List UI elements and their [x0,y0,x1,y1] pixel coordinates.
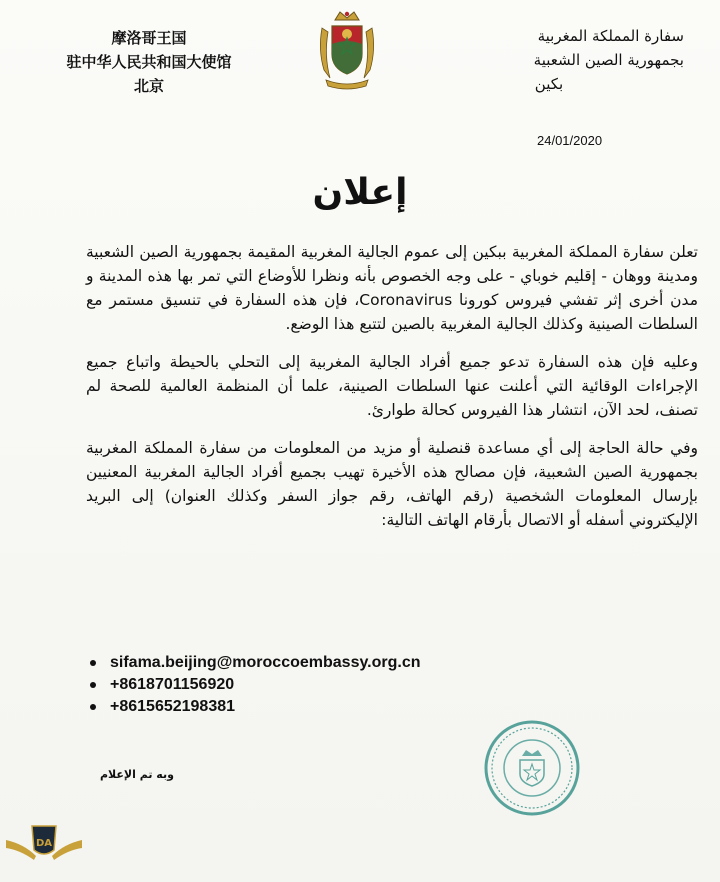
bullet-icon [90,682,96,688]
chinese-header-line-3: 北京 [133,77,164,95]
contact-phone-2[interactable] [90,696,421,718]
paragraph-1: تعلن سفارة المملكة المغربية ببكين إلى عموم الجالية المغربية المقيمة بجمهورية الصين الشعبية ومدينة ووهان - إقليم خوباي - على وجه الخصوص بأنه ونظرا للأوضاع التي تمر بها هذه المدينة و مدن أخرى إثر تفشي فيروس كورونا Coronavirus، فإن هذه السفارة في تنسيق مستمر مع السلطات الصينية وكذلك الجالية المغربية بالصين لتتبع هذا الوضع. [86,243,698,333]
arab-defense-forum-logo [4,816,84,880]
phone-text[interactable]: +8618701156920 [110,676,235,693]
chinese-header-line-2: 驻中华人民共和国大使馆 [66,53,232,71]
announcement-title: إعلان [312,172,408,213]
paragraph-3: وفي حالة الحاجة إلى أي مساعدة قنصلية أو مزيد من المعلومات من سفارة المملكة المغربية بجمهورية الصين الشعبية، فإن مصالح هذه الأخيرة تهيب بجميع أفراد الجالية المغربية المعنيين بإرسال المعلومات الشخصية (رقم الهاتف، رقم جواز السفر وكذلك العنوان) إلى البريد الإليكتروني أسفله أو الاتصال بأرقام الهاتف التالية: [86,439,698,529]
chinese-letterhead [34,26,264,98]
moroccan-coat-of-arms-icon [314,8,380,94]
arabic-header-line-1: سفارة المملكة المغربية [537,27,684,45]
chinese-header-line-1: 摩洛哥王国 [111,29,187,47]
svg-text:DA: DA [35,838,53,849]
paragraph-2: وعليه فإن هذه السفارة تدعو جميع أفراد الجالية المغربية إلى التحلي بالحيطة واتباع جميع الإجراءات الوقائية التي أعلنت عنها السلطات الصينية، علما أن المنظمة العالمية للصحة لم تصنف، لحد الآن، انتشار هذا الفيروس كحالة طوارئ. [86,353,698,419]
arabic-letterhead [454,24,684,96]
embassy-stamp-icon [482,718,582,818]
announcement-body [86,240,698,546]
contact-list [90,652,421,718]
bullet-icon [90,660,96,666]
document-date: 24/01/2020 [537,133,603,148]
arabic-header-line-3: بكين [534,75,564,93]
closing-line: وبه تم الإعلام [100,768,174,781]
arabic-header-line-2: بجمهورية الصين الشعبية [533,51,684,69]
phone-text[interactable]: +8615652198381 [110,698,236,715]
contact-email[interactable] [90,652,421,674]
contact-phone-1[interactable] [90,674,421,696]
bullet-icon [90,704,96,710]
email-text[interactable]: sifama.beijing@moroccoembassy.org.cn [110,654,421,671]
